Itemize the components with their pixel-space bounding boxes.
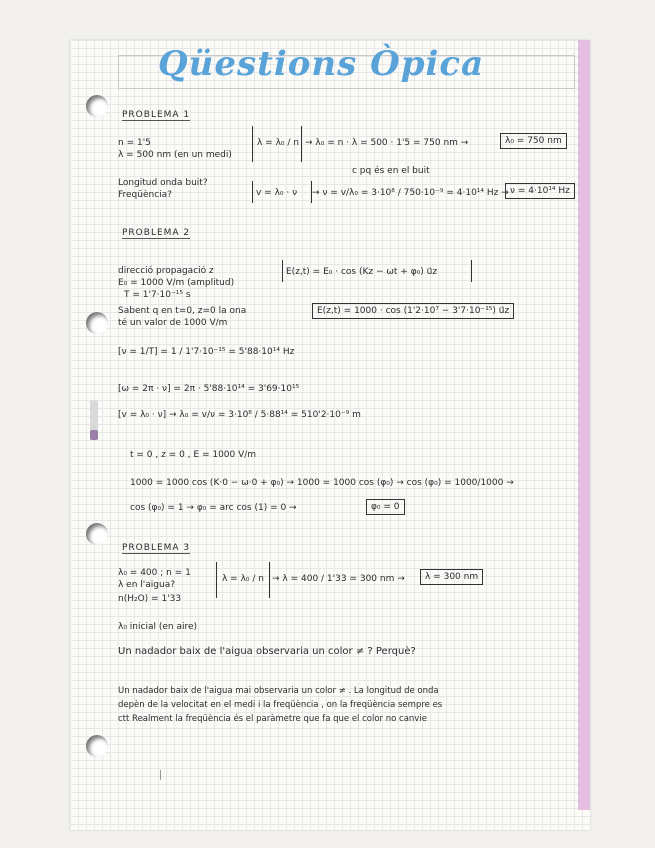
p2-phase-line: cos (φ₀) = 1 → φ₀ = arc cos (1) = 0 → (130, 503, 297, 513)
p2-general-formula: E(z,t) = E₀ · cos (Kz − ωt + φ₀) u⃗z (286, 267, 438, 277)
p3-question: Un nadador baix de l'aigua observaria un color ≠ ? Perquè? (118, 646, 416, 657)
p3-formula: λ = λ₀ / n (222, 574, 264, 584)
p1-calculation: → λ₀ = n · λ = 500 · 1'5 = 750 nm → (305, 138, 469, 148)
binder-hole-icon (86, 523, 108, 545)
p2-phase-result-box: φ₀ = 0 (366, 499, 405, 515)
p3-answer-line-2: depèn de la velocitat en el medi i la freqüència , on la freqüència sempre es (118, 700, 443, 710)
paper-label-mark (90, 430, 98, 440)
p1-given-n: n = 1'5 (118, 138, 151, 148)
p3-answer-line-3: ctt Realment la freqüència és el paràmetre que fa que el color no canvie (118, 714, 427, 724)
p1-freq-result-box: ν = 4·10¹⁴ Hz (505, 183, 575, 199)
p2-amplitude: E₀ = 1000 V/m (amplitud) (118, 278, 235, 288)
p2-period: T = 1'7·10⁻¹⁵ s (124, 290, 191, 300)
p3-given-water: λ en l'aigua? (118, 580, 175, 590)
p2-wave-result-box: E(z,t) = 1000 · cos (1'2·10⁷ − 3'7·10⁻¹⁵) u⃗z (312, 303, 514, 319)
problem-2-heading: PROBLEMA 2 (122, 228, 191, 238)
p2-initial-conditions: t = 0 , z = 0 , E = 1000 V/m (130, 450, 257, 460)
p2-omega-line: [ω = 2π · ν] = 2π · 5'88·10¹⁴ = 3'69·10¹⁵ (118, 384, 300, 394)
pink-margin-strip (578, 40, 590, 810)
p1-question-frequency: Freqüència? (118, 190, 172, 200)
problem-1-heading: PROBLEMA 1 (122, 110, 191, 120)
p3-given-nh2o: n(H₂O) = 1'33 (118, 594, 182, 604)
p1-note: c pq és en el buit (352, 166, 430, 176)
p1-result-box: λ₀ = 750 nm (500, 133, 567, 149)
binder-hole-icon (86, 95, 108, 117)
p2-frequency-line: [ν = 1/T] = 1 / 1'7·10⁻¹⁵ = 5'88·10¹⁴ Hz (118, 347, 295, 357)
page-title: Qüestions Òpica (158, 44, 485, 84)
p2-wavelength-line: [v = λ₀ · ν] → λ₀ = v/ν = 3·10⁸ / 5·88¹⁴ = 510'2·10⁻⁹ m (118, 410, 361, 420)
p1-question-wavelength: Longitud onda buit? (118, 178, 208, 188)
p1-formula: λ = λ₀ / n (257, 138, 299, 148)
p3-calculation: → λ = 400 / 1'33 = 300 nm → (272, 574, 405, 584)
binder-hole-icon (86, 735, 108, 757)
paper-scuff-mark (160, 770, 161, 780)
p3-answer-line-1: Un nadador baix de l'aigua mai observaria un color ≠ . La longitud de onda (118, 686, 439, 696)
p2-direction: direcció propagació z (118, 266, 214, 276)
p1-freq-formula: v = λ₀ · ν (256, 188, 298, 198)
p2-condition-1: Sabent q en t=0, z=0 la ona (118, 306, 247, 316)
binder-hole-icon (86, 312, 108, 334)
p3-initial-note: λ₀ inicial (en aire) (118, 622, 198, 632)
p3-result-box: λ = 300 nm (420, 569, 483, 585)
p2-condition-2: té un valor de 1000 V/m (118, 318, 228, 328)
p3-given-lambda: λ₀ = 400 ; n = 1 (118, 568, 191, 578)
p1-given-lambda: λ = 500 nm (en un medi) (118, 150, 232, 160)
p2-cosine-line: 1000 = 1000 cos (K·0 − ω·0 + φ₀) → 1000 = 1000 cos (φ₀) → cos (φ₀) = 1000/1000 → (130, 478, 514, 488)
p1-freq-calculation: → ν = v/λ₀ = 3·10⁸ / 750·10⁻⁹ = 4·10¹⁴ Hz → (312, 188, 509, 198)
problem-3-heading: PROBLEMA 3 (122, 543, 191, 553)
